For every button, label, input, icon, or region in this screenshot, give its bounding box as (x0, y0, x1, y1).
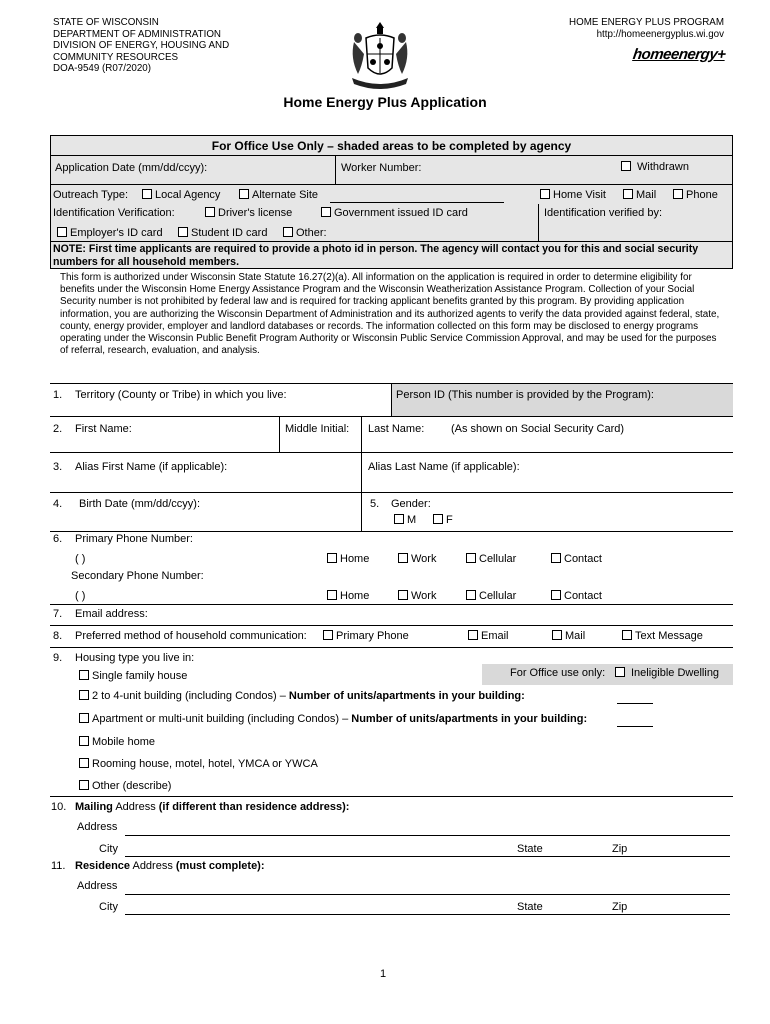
text-message-option[interactable] (622, 630, 703, 642)
checkbox[interactable] (551, 553, 561, 563)
gender-female-checkbox[interactable] (433, 514, 443, 524)
divider (50, 604, 733, 605)
mailing-zip-label: Zip (612, 843, 628, 855)
primary-phone-input[interactable]: ( ) (75, 553, 86, 565)
question-number: 5. (370, 498, 380, 510)
gender-label: Gender: (391, 498, 431, 510)
option-label: Other (describe) (92, 780, 172, 792)
checkbox[interactable] (79, 690, 89, 700)
local-agency-option[interactable] (142, 189, 220, 201)
question-number: 9. (53, 652, 63, 664)
heading-bold: Mailing (75, 801, 113, 813)
drivers-license-checkbox[interactable] (205, 207, 215, 217)
alternate-site-input[interactable] (330, 202, 504, 203)
checkbox[interactable] (551, 590, 561, 600)
last-name-label[interactable]: Last Name: (368, 423, 425, 435)
primary-phone-contact-option[interactable] (551, 553, 602, 565)
secondary-phone-label: Secondary Phone Number: (71, 570, 204, 582)
question-number: 2. (53, 423, 63, 435)
student-id-label: Student ID card (191, 227, 268, 239)
option-label: Apartment or multi-unit building (including Condos) – (92, 713, 352, 725)
residence-city-label: City (99, 901, 118, 913)
mail-option[interactable] (552, 630, 585, 642)
checkbox[interactable] (327, 590, 337, 600)
residence-city-state-zip-input[interactable] (125, 914, 730, 915)
mailing-city-label: City (99, 843, 118, 855)
state-seal-icon (344, 18, 416, 92)
employer-id-option[interactable] (57, 227, 163, 239)
option-label: Single family house (92, 670, 188, 682)
other-id-option[interactable] (283, 227, 327, 239)
checkbox[interactable] (466, 590, 476, 600)
form-number: DOA-9549 (R07/2020) (53, 63, 152, 74)
divider (361, 416, 362, 452)
secondary-phone-input[interactable]: ( ) (75, 590, 86, 602)
units-input[interactable] (617, 726, 653, 727)
mailing-state-label: State (517, 843, 543, 855)
employer-id-checkbox[interactable] (57, 227, 67, 237)
primary-phone-work-option[interactable] (398, 553, 436, 565)
checkbox[interactable] (468, 630, 478, 640)
page-number: 1 (380, 968, 387, 980)
secondary-phone-contact-option[interactable] (551, 590, 602, 602)
units-prompt: Number of units/apartments in your building: (288, 690, 525, 702)
primary-phone-cellular-option[interactable] (466, 553, 516, 565)
office-use-heading: For Office Use Only – shaded areas to be completed by agency (211, 139, 572, 153)
divider (50, 452, 733, 453)
mailing-address-heading (75, 801, 349, 813)
option-label: Home (340, 590, 370, 602)
divider (361, 492, 362, 531)
divider (50, 155, 733, 156)
ineligible-dwelling-checkbox[interactable] (615, 667, 625, 677)
primary-phone-label: Primary Phone Number: (75, 533, 193, 545)
checkbox[interactable] (79, 713, 89, 723)
residence-address-input[interactable] (125, 894, 730, 895)
checkbox[interactable] (622, 630, 632, 640)
drivers-license-option[interactable] (205, 207, 292, 219)
gender-male-checkbox[interactable] (394, 514, 404, 524)
checkbox[interactable] (323, 630, 333, 640)
alternate-site-checkbox[interactable] (239, 189, 249, 199)
withdrawn-checkbox[interactable] (621, 161, 631, 171)
gender-female-label: F (446, 514, 453, 526)
header-line: COMMUNITY RESOURCES (53, 51, 179, 63)
secondary-phone-home-option[interactable] (327, 590, 369, 602)
id-verified-by-label: Identification verified by: (544, 207, 663, 219)
divider (50, 416, 733, 417)
communication-method-label: Preferred method of household communication: (75, 630, 307, 642)
government-id-checkbox[interactable] (321, 207, 331, 217)
agency-header (53, 17, 229, 75)
email-address-label[interactable]: Email address: (75, 608, 148, 620)
option-label: Cellular (479, 553, 517, 565)
secondary-phone-work-option[interactable] (398, 590, 436, 602)
units-input[interactable] (617, 703, 653, 704)
divider (50, 625, 733, 626)
ineligible-dwelling-option[interactable] (615, 667, 719, 679)
heading-text: Address (112, 801, 159, 813)
option-label: Text Message (635, 630, 703, 642)
heading-text: Address (130, 860, 176, 872)
question-number: 3. (53, 461, 63, 473)
mailing-address-label: Address (77, 821, 118, 833)
option-label: Mobile home (92, 736, 155, 748)
divider (391, 384, 392, 416)
middle-initial-label[interactable]: Middle Initial: (285, 423, 350, 435)
question-number: 11. (51, 860, 66, 872)
mailing-address-input[interactable] (125, 835, 730, 836)
mobile-home-option[interactable] (79, 736, 155, 748)
question-number: 10. (51, 801, 67, 813)
divider (50, 241, 733, 242)
divider (50, 184, 733, 185)
application-date-label: Application Date (mm/dd/ccyy): (55, 162, 208, 174)
rooming-house-option[interactable] (79, 758, 318, 770)
outreach-type-label: Outreach Type: (53, 189, 129, 201)
worker-number-label: Worker Number: (341, 162, 422, 174)
divider (279, 416, 280, 452)
alternate-site-option[interactable] (239, 189, 318, 201)
option-label: 2 to 4-unit building (including Condos) – (92, 690, 289, 702)
employer-id-label: Employer's ID card (70, 227, 163, 239)
question-number: 6. (53, 533, 63, 545)
local-agency-checkbox[interactable] (142, 189, 152, 199)
phone-checkbox[interactable] (673, 189, 683, 199)
option-label: Rooming house, motel, hotel, YMCA or YWCA (92, 758, 318, 770)
gender-female-option[interactable] (433, 514, 453, 526)
option-label: Home (340, 553, 370, 565)
checkbox[interactable] (79, 780, 89, 790)
phone-option[interactable] (673, 189, 718, 201)
heading-bold: Residence (75, 860, 131, 872)
authorization-statement: This form is authorized under Wisconsin State Statute 16.27(2)(a). All information on the application is required in order to determine eligibility for benefits under the Wisconsin Home Energy Assistance Program and the Wisconsin Weatherization Assistance Program. Collection of your Social Security number is not prohibited by federal law and is required for tracking applicant benefits granted by this program. By providing application information, you are authorizing the Wisconsin Department of Administration and its authorized agents to verify the data provided against federal, state, county, energy provider, employer and landlord databases or records. The information collected on this form may be disclosed to energy programs operating under the Wisconsin Public Benefit Program Authority or Wisconsin Public Service Commission Approval, and may be used for the purposes of referral, research, evaluation, and analysis. (60, 272, 720, 357)
id-verification-label: Identification Verification: (53, 207, 175, 219)
residence-state-label: State (517, 901, 543, 913)
option-label: Work (411, 590, 437, 602)
territory-label[interactable]: Territory (County or Tribe) in which you live: (75, 389, 287, 401)
other-id-checkbox[interactable] (283, 227, 293, 237)
question-number: 1. (53, 389, 63, 401)
divider (50, 531, 733, 532)
student-id-checkbox[interactable] (178, 227, 188, 237)
other-id-label: Other: (296, 227, 327, 239)
withdrawn-label: Withdrawn (637, 161, 689, 173)
option-label: Mail (565, 630, 586, 642)
mail-checkbox[interactable] (623, 189, 633, 199)
checkbox[interactable] (79, 736, 89, 746)
checkbox[interactable] (79, 670, 89, 680)
question-number: 8. (53, 630, 63, 642)
mailing-city-state-zip-input[interactable] (125, 856, 730, 857)
primary-phone-option[interactable] (323, 630, 409, 642)
option-label: Primary Phone (336, 630, 409, 642)
single-family-option[interactable] (79, 670, 187, 682)
mail-label: Mail (636, 189, 657, 201)
heading-note: (must complete): (175, 860, 265, 872)
logo-text: homeenergy+ (631, 46, 727, 63)
alternate-site-label: Alternate Site (252, 189, 319, 201)
checkbox[interactable] (552, 630, 562, 640)
local-agency-label: Local Agency (155, 189, 221, 201)
primary-phone-home-option[interactable] (327, 553, 369, 565)
units-prompt: Number of units/apartments in your building: (351, 713, 588, 725)
residence-address-label: Address (77, 880, 118, 892)
photo-id-note: NOTE: First time applicants are required to provide a photo id in person. The agency will contact you for this and social security numbers for all household members. (53, 243, 699, 268)
home-visit-checkbox[interactable] (540, 189, 550, 199)
divider (538, 204, 539, 242)
header-line: DIVISION OF ENERGY, HOUSING AND (53, 40, 230, 51)
page-title: Home Energy Plus Application (283, 94, 487, 110)
last-name-note: (As shown on Social Security Card) (451, 423, 625, 435)
checkbox[interactable] (398, 590, 408, 600)
option-label: Email (481, 630, 509, 642)
program-title: HOME ENERGY PLUS PROGRAM (569, 17, 724, 28)
program-url[interactable]: http://homeenergyplus.wi.gov (596, 28, 724, 40)
question-number: 7. (53, 608, 63, 620)
program-header (569, 17, 724, 40)
birth-date-label[interactable]: Birth Date (mm/dd/ccyy): (79, 498, 201, 510)
drivers-license-label: Driver's license (218, 207, 293, 219)
divider (50, 796, 733, 797)
government-id-label: Government issued ID card (334, 207, 468, 219)
checkbox[interactable] (466, 553, 476, 563)
housing-type-label: Housing type you live in: (75, 652, 195, 664)
alias-first-name-label[interactable]: Alias First Name (if applicable): (75, 461, 228, 473)
two-to-four-unit-option[interactable] (79, 690, 525, 702)
other-housing-option[interactable] (79, 780, 171, 792)
divider (50, 492, 733, 493)
email-option[interactable] (468, 630, 509, 642)
header-line: DEPARTMENT OF ADMINISTRATION (53, 28, 222, 40)
heading-note: (if different than residence address): (158, 801, 350, 813)
divider (50, 647, 733, 648)
checkbox[interactable] (398, 553, 408, 563)
secondary-phone-cellular-option[interactable] (466, 590, 516, 602)
residence-zip-label: Zip (612, 901, 628, 913)
home-visit-option[interactable] (540, 189, 606, 201)
apartment-option[interactable] (79, 713, 587, 725)
home-energy-plus-logo (632, 46, 727, 63)
gender-male-option[interactable] (394, 514, 416, 526)
option-label: Cellular (479, 590, 517, 602)
header-line: STATE OF WISCONSIN (53, 17, 159, 28)
gender-male-label: M (407, 514, 417, 526)
checkbox[interactable] (327, 553, 337, 563)
divider (335, 155, 336, 184)
residence-address-heading (75, 860, 265, 872)
alias-last-name-label[interactable]: Alias Last Name (if applicable): (368, 461, 520, 473)
person-id-label: Person ID (This number is provided by the Program): (396, 389, 654, 401)
ineligible-dwelling-label: Ineligible Dwelling (631, 667, 720, 679)
question-number: 4. (53, 498, 63, 510)
first-name-label[interactable]: First Name: (75, 423, 132, 435)
option-label: Contact (564, 553, 602, 565)
option-label: Contact (564, 590, 602, 602)
student-id-option[interactable] (178, 227, 267, 239)
withdrawn-option[interactable] (621, 161, 689, 173)
home-visit-label: Home Visit (553, 189, 606, 201)
divider (361, 452, 362, 492)
office-use-only-label: For Office use only: (510, 667, 606, 679)
government-id-option[interactable] (321, 207, 468, 219)
option-label: Work (411, 553, 437, 565)
mail-option[interactable] (623, 189, 656, 201)
phone-label: Phone (686, 189, 718, 201)
checkbox[interactable] (79, 758, 89, 768)
